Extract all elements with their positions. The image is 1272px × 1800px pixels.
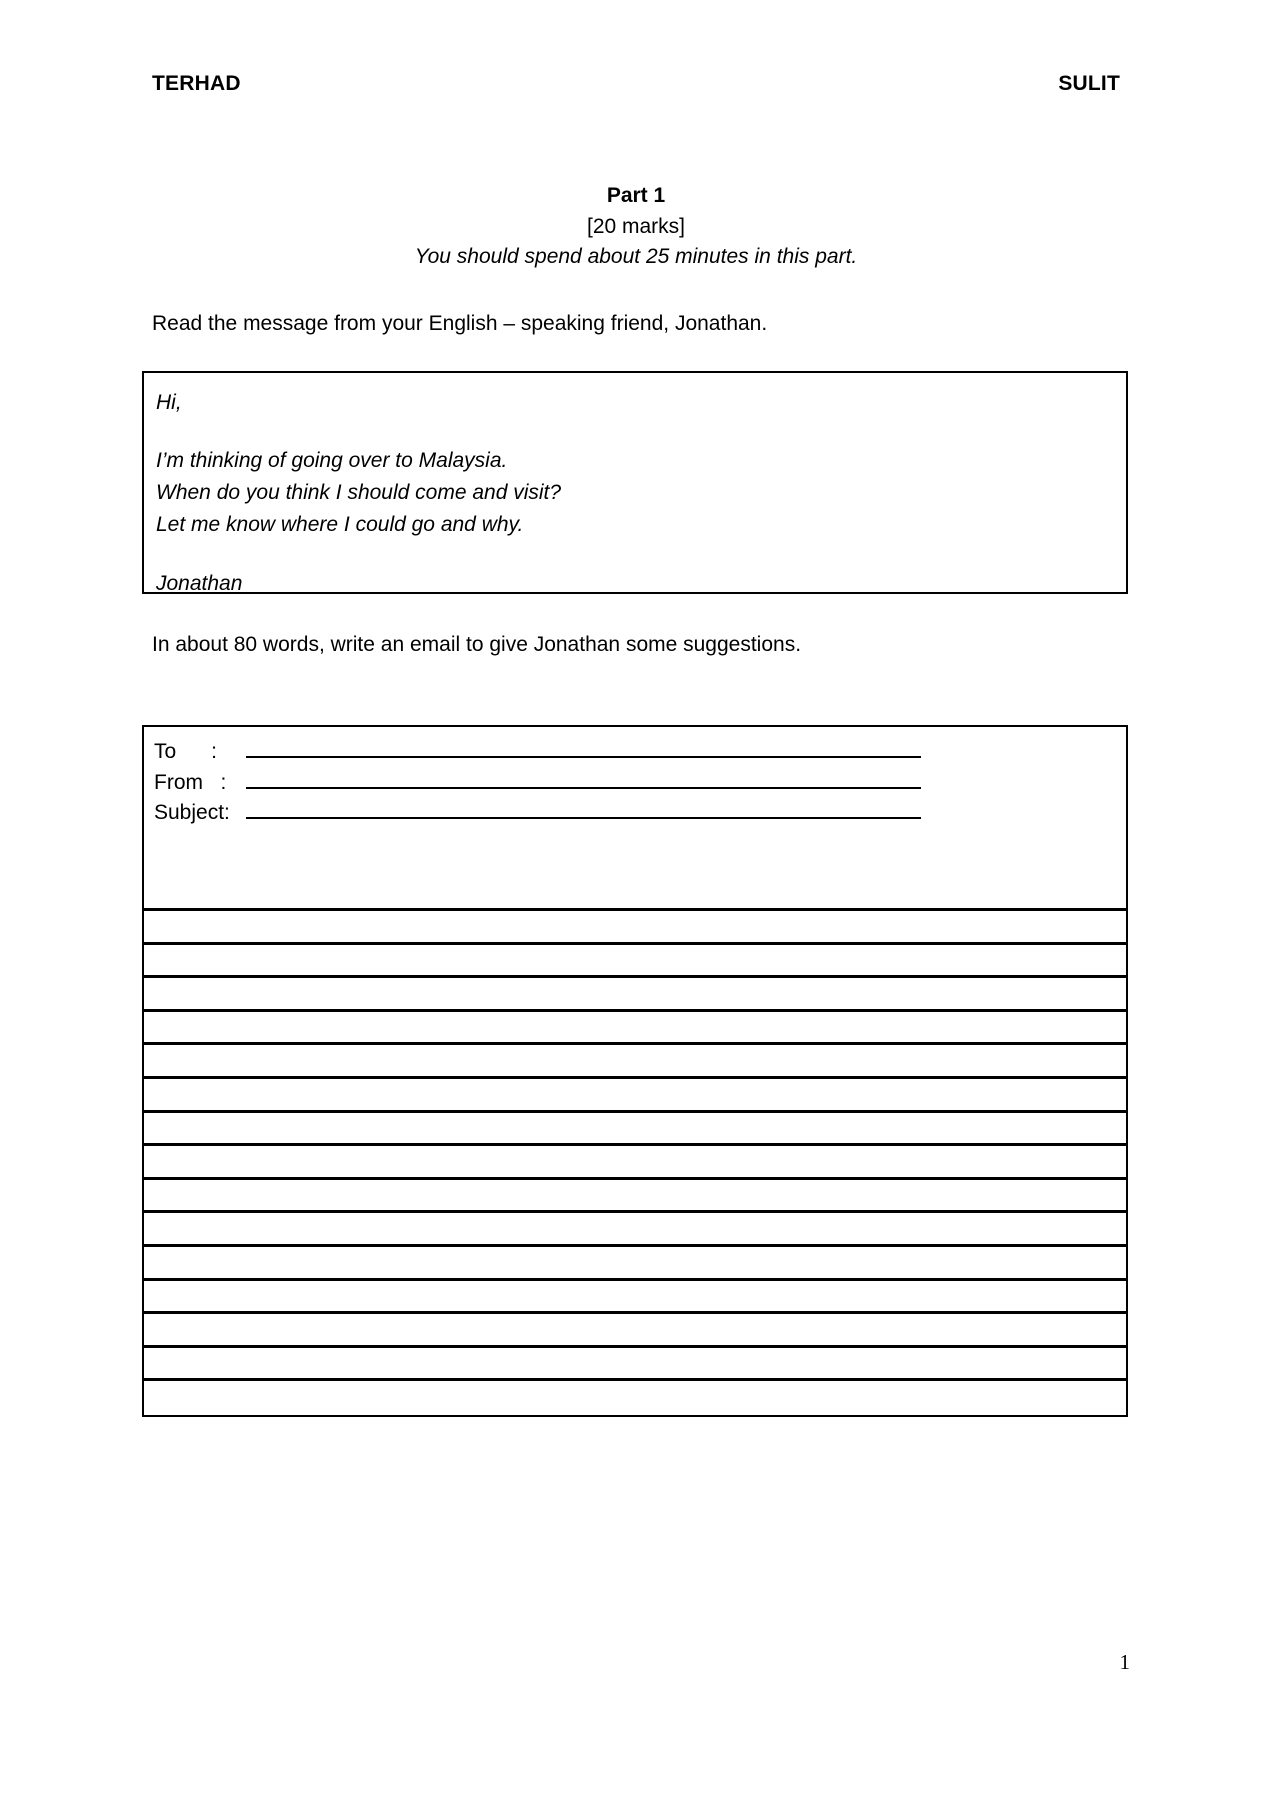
message-signature: Jonathan bbox=[156, 571, 243, 595]
email-field-subject bbox=[154, 798, 1126, 829]
answer-ruled-line[interactable] bbox=[144, 911, 1126, 945]
answer-ruled-line[interactable] bbox=[144, 1113, 1126, 1147]
message-body-line-3: Let me know where I could go and why. bbox=[156, 513, 524, 537]
instruction-read-message: Read the message from your English – speaking friend, Jonathan. bbox=[152, 312, 768, 335]
time-guidance-label: You should spend about 25 minutes in this part. bbox=[414, 245, 858, 269]
header-left-classification: TERHAD bbox=[152, 72, 241, 95]
email-field-from bbox=[154, 767, 1126, 798]
email-field-to-label: To : bbox=[154, 739, 218, 763]
message-box bbox=[142, 371, 1128, 594]
message-blank-line bbox=[156, 542, 1126, 568]
email-field-subject-input[interactable] bbox=[246, 798, 921, 820]
marks-label: [20 marks] bbox=[586, 214, 686, 238]
answer-ruled-line[interactable] bbox=[144, 1281, 1126, 1315]
answer-ruled-line[interactable] bbox=[144, 1247, 1126, 1281]
message-blank-line bbox=[156, 419, 1126, 445]
page-title: Part 1 bbox=[606, 184, 666, 207]
message-body-line-1: I’m thinking of going over to Malaysia. bbox=[156, 449, 508, 473]
email-field-subject-label: Subject: bbox=[154, 801, 230, 825]
email-field-from-input[interactable] bbox=[246, 767, 921, 789]
answer-ruled-line[interactable] bbox=[144, 1348, 1126, 1382]
answer-ruled-line[interactable] bbox=[144, 945, 1126, 979]
answer-sheet bbox=[142, 725, 1128, 1417]
part-title-block bbox=[0, 182, 1272, 271]
answer-ruled-line[interactable] bbox=[144, 1045, 1126, 1079]
answer-ruled-line[interactable] bbox=[144, 1314, 1126, 1348]
message-body-line-2: When do you think I should come and visit? bbox=[156, 481, 562, 505]
header-right-classification: SULIT bbox=[1058, 72, 1120, 95]
page-number: 1 bbox=[1119, 1650, 1130, 1674]
answer-ruled-line[interactable] bbox=[144, 1012, 1126, 1046]
email-header-fields bbox=[144, 727, 1126, 908]
answer-ruled-line[interactable] bbox=[144, 1079, 1126, 1113]
answer-ruled-line[interactable] bbox=[144, 1381, 1126, 1415]
answer-ruled-line[interactable] bbox=[144, 978, 1126, 1012]
email-field-to bbox=[154, 736, 1126, 767]
running-header bbox=[152, 72, 1120, 96]
instruction-write-email: In about 80 words, write an email to give Jonathan some suggestions. bbox=[152, 633, 802, 656]
answer-ruled-line[interactable] bbox=[144, 1180, 1126, 1214]
answer-ruled-line[interactable] bbox=[144, 1146, 1126, 1180]
email-field-from-label: From : bbox=[154, 770, 227, 794]
message-greeting: Hi, bbox=[156, 391, 182, 414]
answer-ruled-line[interactable] bbox=[144, 1213, 1126, 1247]
answer-ruled-lines bbox=[144, 908, 1126, 1415]
email-field-to-input[interactable] bbox=[246, 736, 921, 758]
